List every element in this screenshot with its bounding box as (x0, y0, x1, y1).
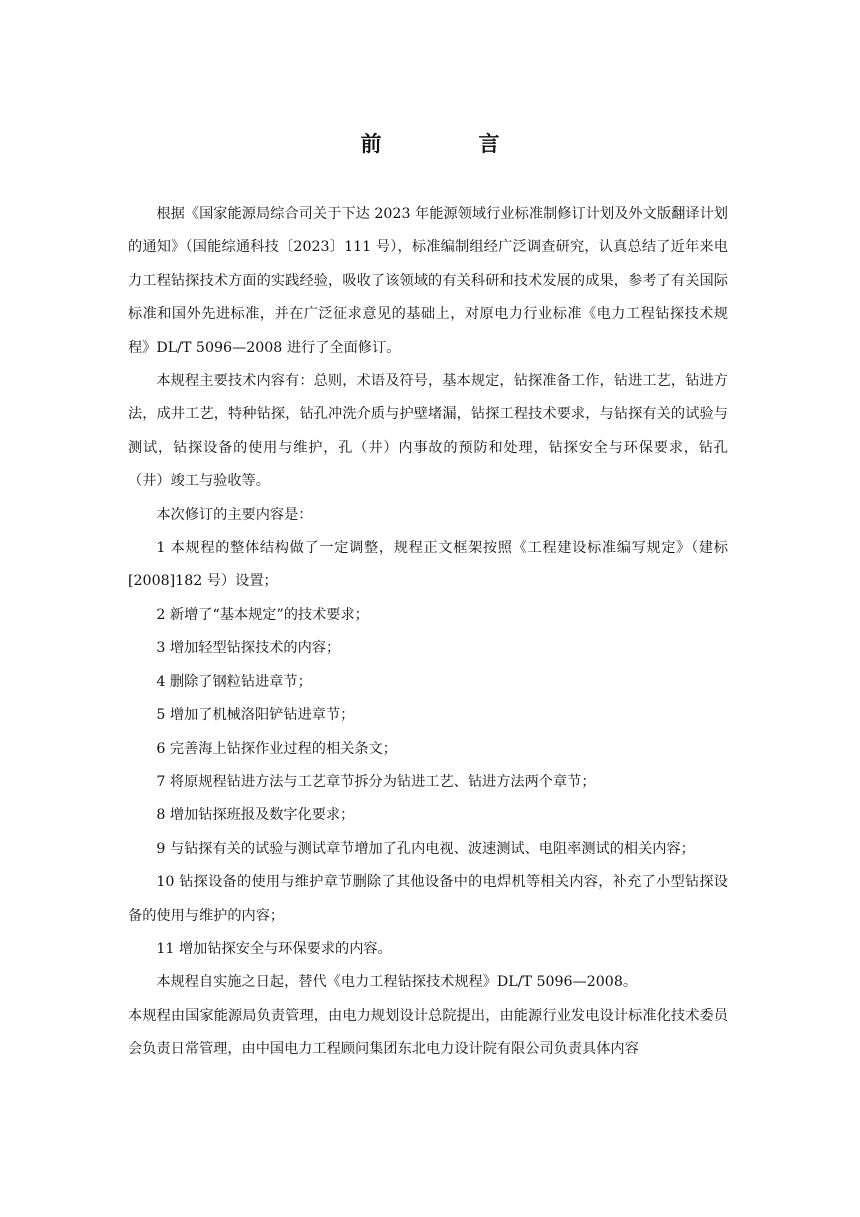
paragraph-revision-intro: 本次修订的主要内容是： (156, 506, 313, 523)
revision-item-5: 5 增加了机械洛阳铲钻进章节； (156, 707, 355, 724)
revision-item-4: 4 删除了钢粒钻进章节； (156, 673, 312, 690)
revision-item-2: 2 新增了“基本规定”的技术要求； (156, 606, 369, 623)
paragraph-basis: 根据《国家能源局综合司关于下达 2023 年能源领域行业标准制修订计划及外文版翻译计划的通知》（国能综通科技〔2023〕111 号），标准编制组经广泛调查研究，认真总结了近年来电力工程钻探技术方面的实践经验，吸收了该领域的有关科研和技术发展的成果，参考了有关国际标准和国外先进标准，并在广泛征求意见的基础上，对原电力行业标准《电力工程钻探技术规程》DL/T 5096—2008 进行了全面修订。 (128, 206, 728, 356)
revision-item-11: 11 增加钻探安全与环保要求的内容。 (156, 940, 392, 957)
page-title: 前 言 (360, 131, 538, 156)
revision-item-8: 8 增加钻探班报及数字化要求； (156, 807, 355, 824)
revision-item-9: 9 与钻探有关的试验与测试章节增加了孔内电视、波速测试、电阻率测试的相关内容； (156, 840, 695, 857)
paragraph-management: 本规程由国家能源局负责管理，由电力规划设计总院提出，由能源行业发电设计标准化技术委员会负责日常管理，由中国电力工程顾问集团东北电力设计院有限公司负责具体内容 (128, 1007, 728, 1058)
revision-item-7: 7 将原规程钻进方法与工艺章节拆分为钻进工艺、钻进方法两个章节； (156, 773, 596, 790)
document-body (128, 198, 728, 1067)
revision-item-3: 3 增加轻型钻探技术的内容； (156, 640, 341, 657)
revision-item-10: 10 钻探设备的使用与维护章节删除了其他设备中的电焊机等相关内容，补充了小型钻探设备的使用与维护的内容； (128, 874, 728, 924)
revision-item-6: 6 完善海上钻探作业过程的相关条文； (156, 740, 397, 757)
paragraph-main-content: 本规程主要技术内容有：总则，术语及符号，基本规定，钻探准备工作，钻进工艺，钻进方法，成井工艺，特种钻探，钻孔冲洗介质与护壁堵漏，钻探工程技术要求，与钻探有关的试验与测试，钻探设备的使用与维护，孔（井）内事故的预防和处理，钻探安全与环保要求，钻孔（井）竣工与验收等。 (128, 373, 728, 490)
revision-item-1: 1 本规程的整体结构做了一定调整，规程正文框架按照《工程建设标准编写规定》（建标[2008]182 号）设置； (128, 540, 728, 590)
paragraph-replacement: 本规程自实施之日起，替代《电力工程钻探技术规程》DL/T 5096—2008。 (156, 974, 638, 991)
